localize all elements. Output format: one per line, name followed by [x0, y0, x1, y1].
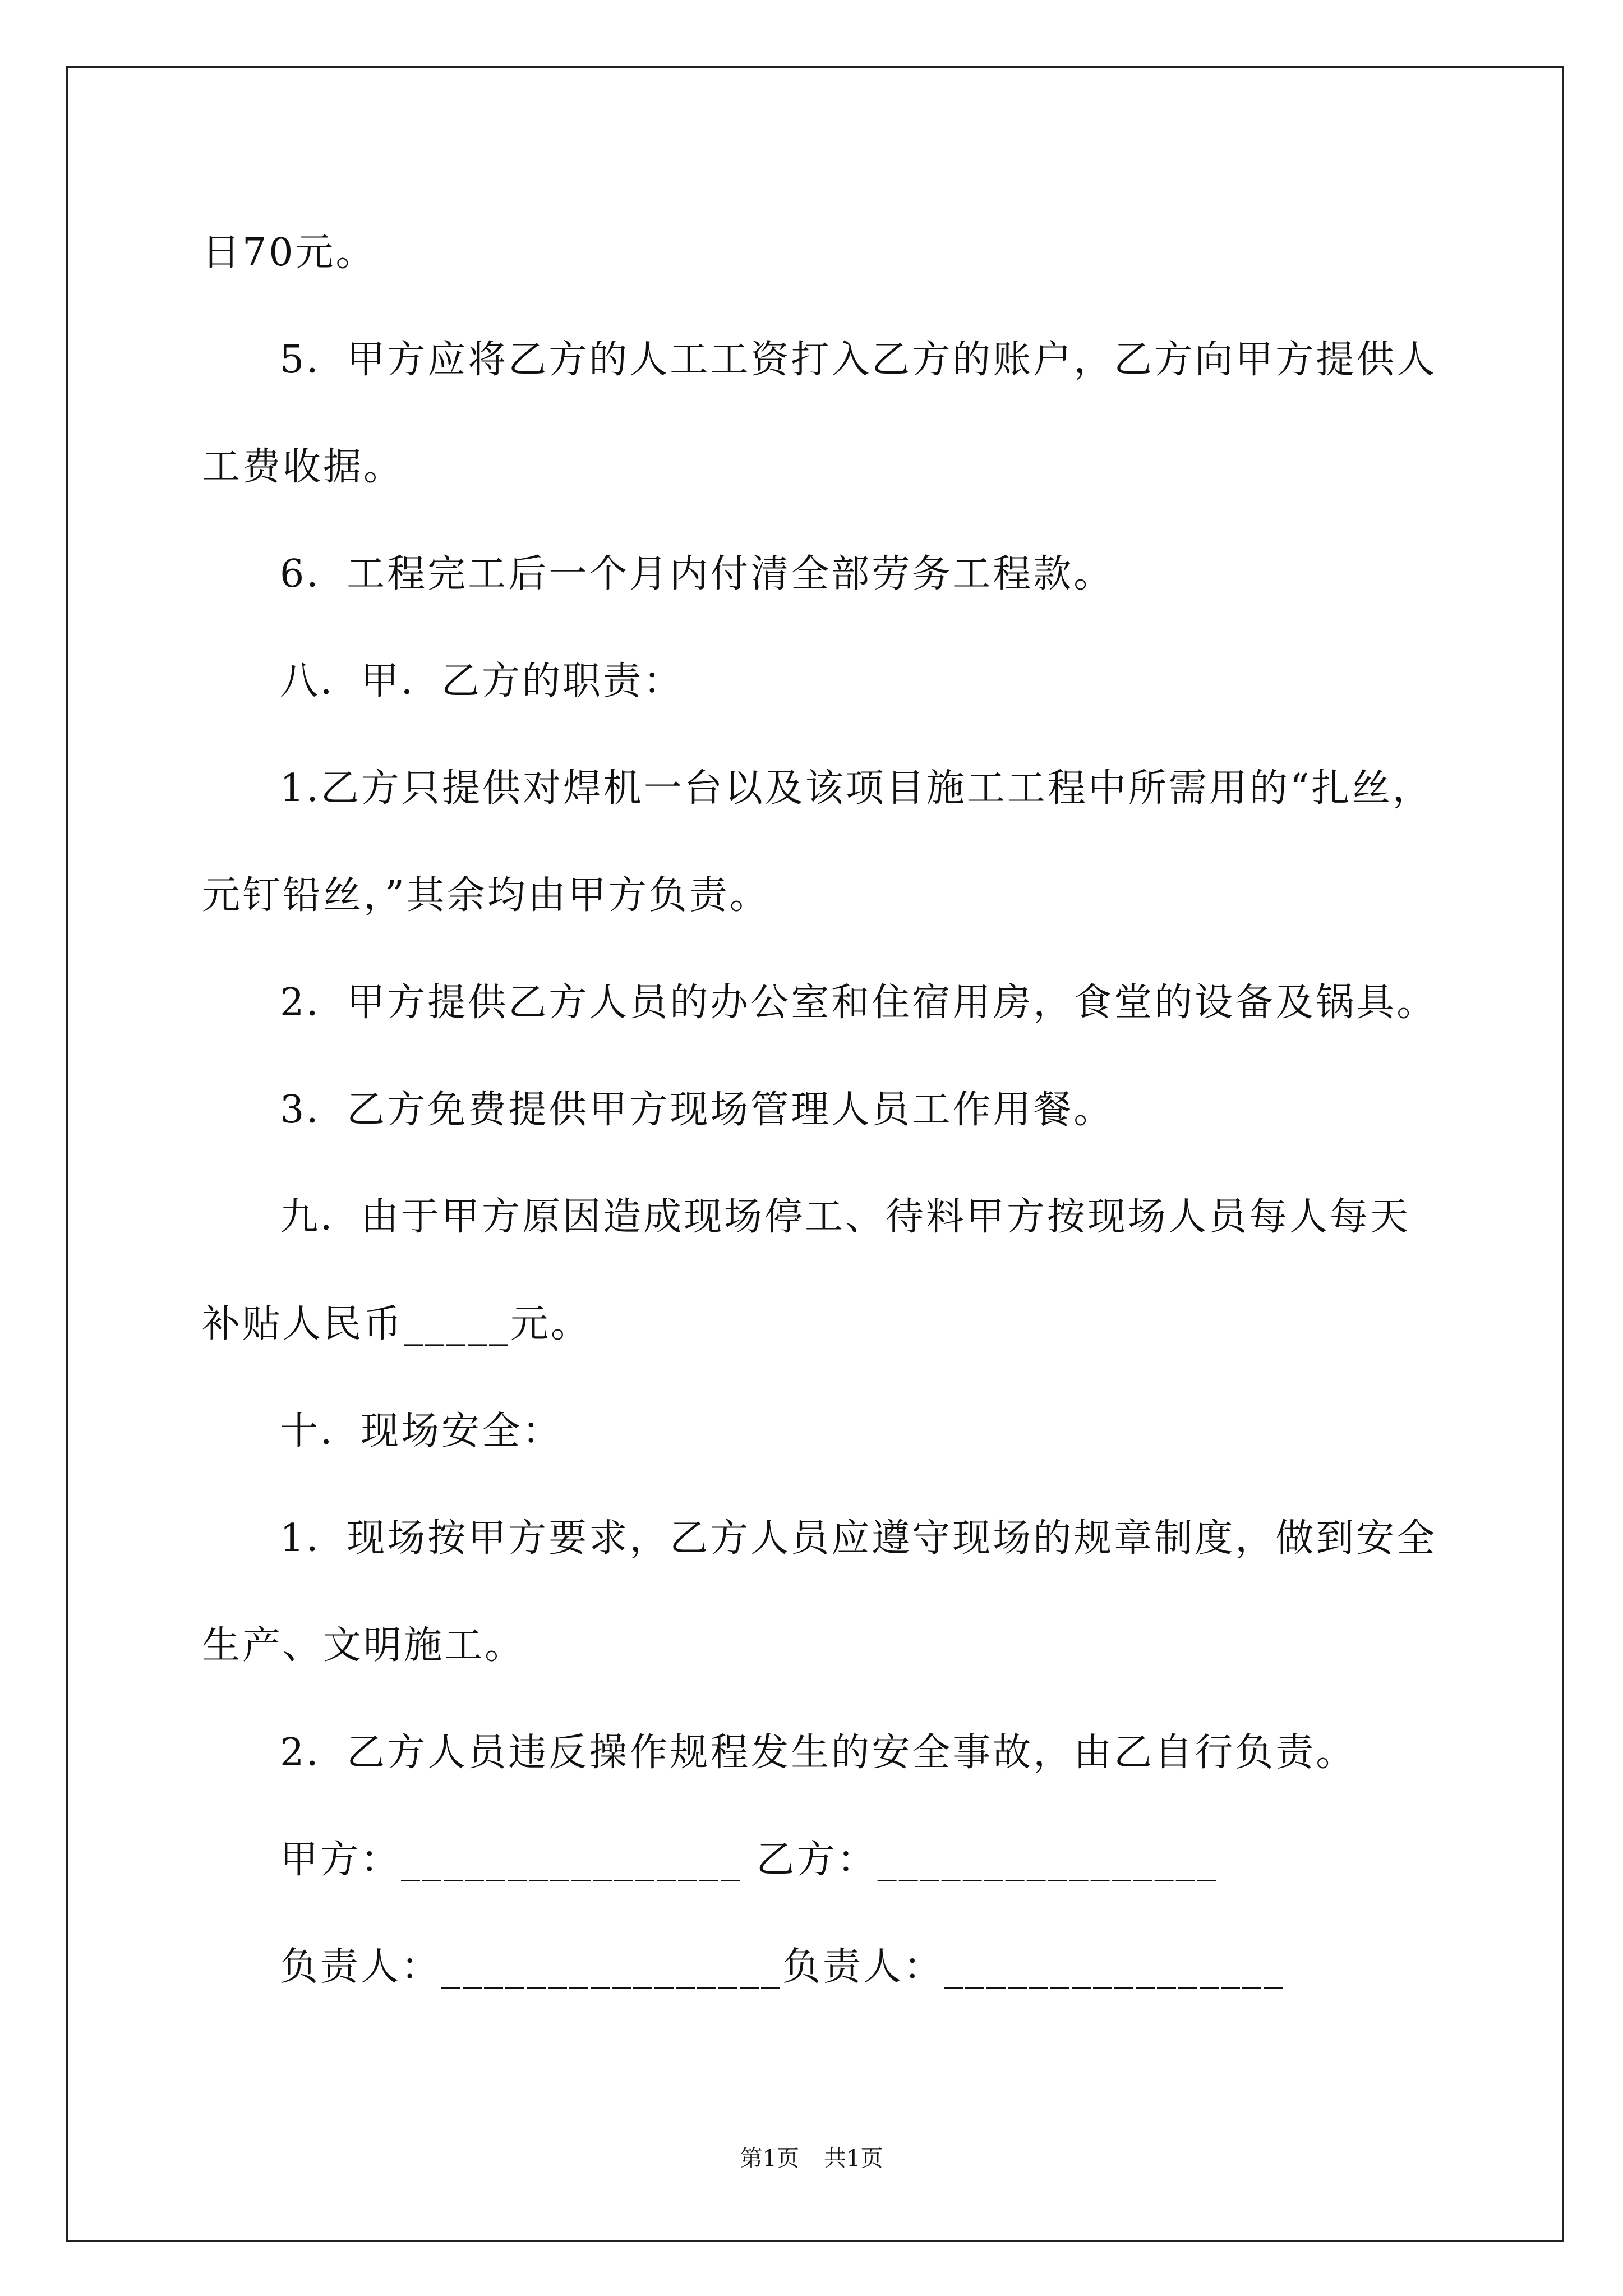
paragraph-line: 元钉铅丝，”其余均由甲方负责。 — [202, 873, 770, 918]
signature-line-parties: 甲方：________________ 乙方：________________ — [280, 1838, 1219, 1882]
paragraph-line: 3．乙方免费提供甲方现场管理人员工作用餐。 — [280, 1088, 1114, 1132]
section-heading: 九．由于甲方原因造成现场停工、待料甲方按现场人员每人每天 — [280, 1195, 1411, 1239]
paragraph-line: 6．工程完工后一个月内付清全部劳务工程款。 — [280, 552, 1114, 596]
document-body — [202, 199, 1548, 2021]
paragraph-line: 1.乙方只提供对焊机一台以及该项目施工工程中所需用的“扎丝， — [280, 766, 1433, 811]
paragraph-line: 工费收据。 — [202, 445, 404, 489]
paragraph-line: 生产、文明施工。 — [202, 1623, 525, 1668]
page-number: 第1页 — [740, 2146, 799, 2171]
paragraph-line: 1．现场按甲方要求，乙方人员应遵守现场的规章制度，做到安全 — [280, 1516, 1437, 1561]
paragraph-line: 日70元。 — [202, 231, 376, 275]
signature-line-responsible: 负责人：________________负责人：________________ — [280, 1945, 1285, 1989]
section-heading: 十．现场安全： — [280, 1409, 563, 1453]
section-heading: 八．甲．乙方的职责： — [280, 659, 684, 703]
page-footer — [0, 2143, 1623, 2174]
paragraph-line: 5．甲方应将乙方的人工工资打入乙方的账户，乙方向甲方提供人 — [280, 338, 1437, 382]
paragraph-line: 补贴人民币_____元。 — [202, 1302, 592, 1346]
paragraph-line: 2．乙方人员违反操作规程发生的安全事故，由乙自行负责。 — [280, 1731, 1357, 1775]
paragraph-line: 2．甲方提供乙方人员的办公室和住宿用房，食堂的设备及锅具。 — [280, 981, 1437, 1025]
page-total: 共1页 — [824, 2146, 883, 2171]
